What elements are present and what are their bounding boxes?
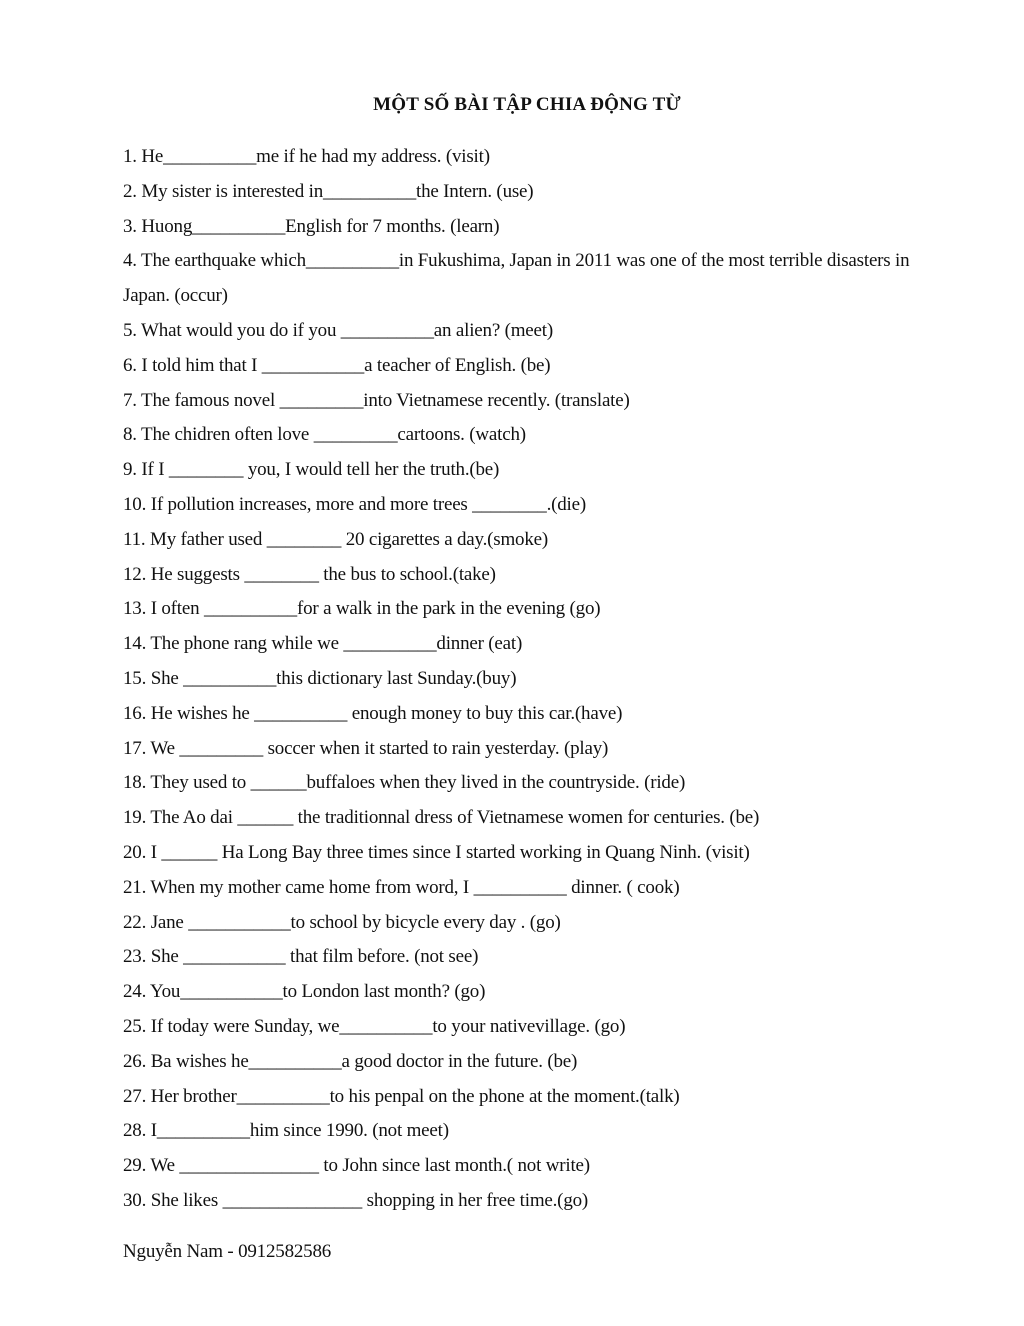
exercise-item-21: 21. When my mother came home from word, I __________ dinner. ( cook): [123, 876, 680, 898]
exercise-item-18: 18. They used to ______buffaloes when they lived in the countryside. (ride): [123, 772, 686, 794]
exercise-item-1: 1. He__________me if he had my address. (visit): [123, 146, 490, 167]
exercise-item-9: 9. If I ________ you, I would tell her the truth.(be): [123, 459, 500, 481]
exercise-item-11: 11. My father used ________ 20 cigarettes a day.(smoke): [123, 528, 548, 550]
exercise-item-10: 10. If pollution increases, more and more trees ________.(die): [123, 493, 586, 515]
exercise-item-28: 28. I__________him since 1990. (not meet): [123, 1120, 449, 1142]
exercise-item-6: 6. I told him that I ___________a teacher of English. (be): [123, 354, 551, 376]
exercise-item-5: 5. What would you do if you __________an alien? (meet): [123, 319, 553, 341]
exercise-item-19: 19. The Ao dai ______ the traditionnal dress of Vietnamese women for centuries. (be): [123, 807, 760, 829]
exercise-item-23: 23. She ___________ that film before. (not see): [123, 946, 479, 968]
exercise-item-13: 13. I often __________for a walk in the park in the evening (go): [123, 598, 601, 620]
exercise-item-25: 25. If today were Sunday, we__________to your nativevillage. (go): [123, 1015, 626, 1037]
exercise-item-16: 16. He wishes he __________ enough money to buy this car.(have): [123, 702, 623, 724]
exercise-item-22: 22. Jane ___________to school by bicycle every day . (go): [123, 911, 561, 933]
exercise-item-8: 8. The chidren often love _________cartoons. (watch): [123, 424, 526, 446]
author-footer: Nguyễn Nam - 0912582586: [123, 1241, 332, 1262]
exercise-item-2: 2. My sister is interested in__________the Intern. (use): [123, 180, 534, 202]
exercise-item-14: 14. The phone rang while we __________dinner (eat): [123, 633, 523, 655]
exercise-item-30: 30. She likes _______________ shopping in her free time.(go): [123, 1189, 589, 1211]
worksheet-title: MỘT SỐ BÀI TẬP CHIA ĐỘNG TỪ: [373, 94, 681, 115]
exercise-item-26: 26. Ba wishes he__________a good doctor in the future. (be): [123, 1050, 578, 1072]
exercise-item-4: 4. The earthquake which__________in Fukushima, Japan in 2011 was one of the most terrible disasters in Japan. (occur): [123, 250, 910, 307]
exercise-item-7: 7. The famous novel _________into Vietnamese recently. (translate): [123, 389, 630, 411]
exercise-item-20: 20. I ______ Ha Long Bay three times since I started working in Quang Ninh. (visit): [123, 841, 750, 863]
exercise-item-24: 24. You___________to London last month? (go): [123, 981, 486, 1003]
exercise-item-3: 3. Huong__________English for 7 months. (learn): [123, 215, 500, 237]
exercise-item-17: 17. We _________ soccer when it started to rain yesterday. (play): [123, 737, 609, 759]
exercise-item-27: 27. Her brother__________to his penpal on the phone at the moment.(talk): [123, 1085, 680, 1107]
exercise-item-15: 15. She __________this dictionary last Sunday.(buy): [123, 667, 517, 689]
exercise-list: [123, 140, 913, 1212]
exercise-item-29: 29. We _______________ to John since last month.( not write): [123, 1155, 590, 1177]
exercise-item-12: 12. He suggests ________ the bus to school.(take): [123, 563, 496, 585]
